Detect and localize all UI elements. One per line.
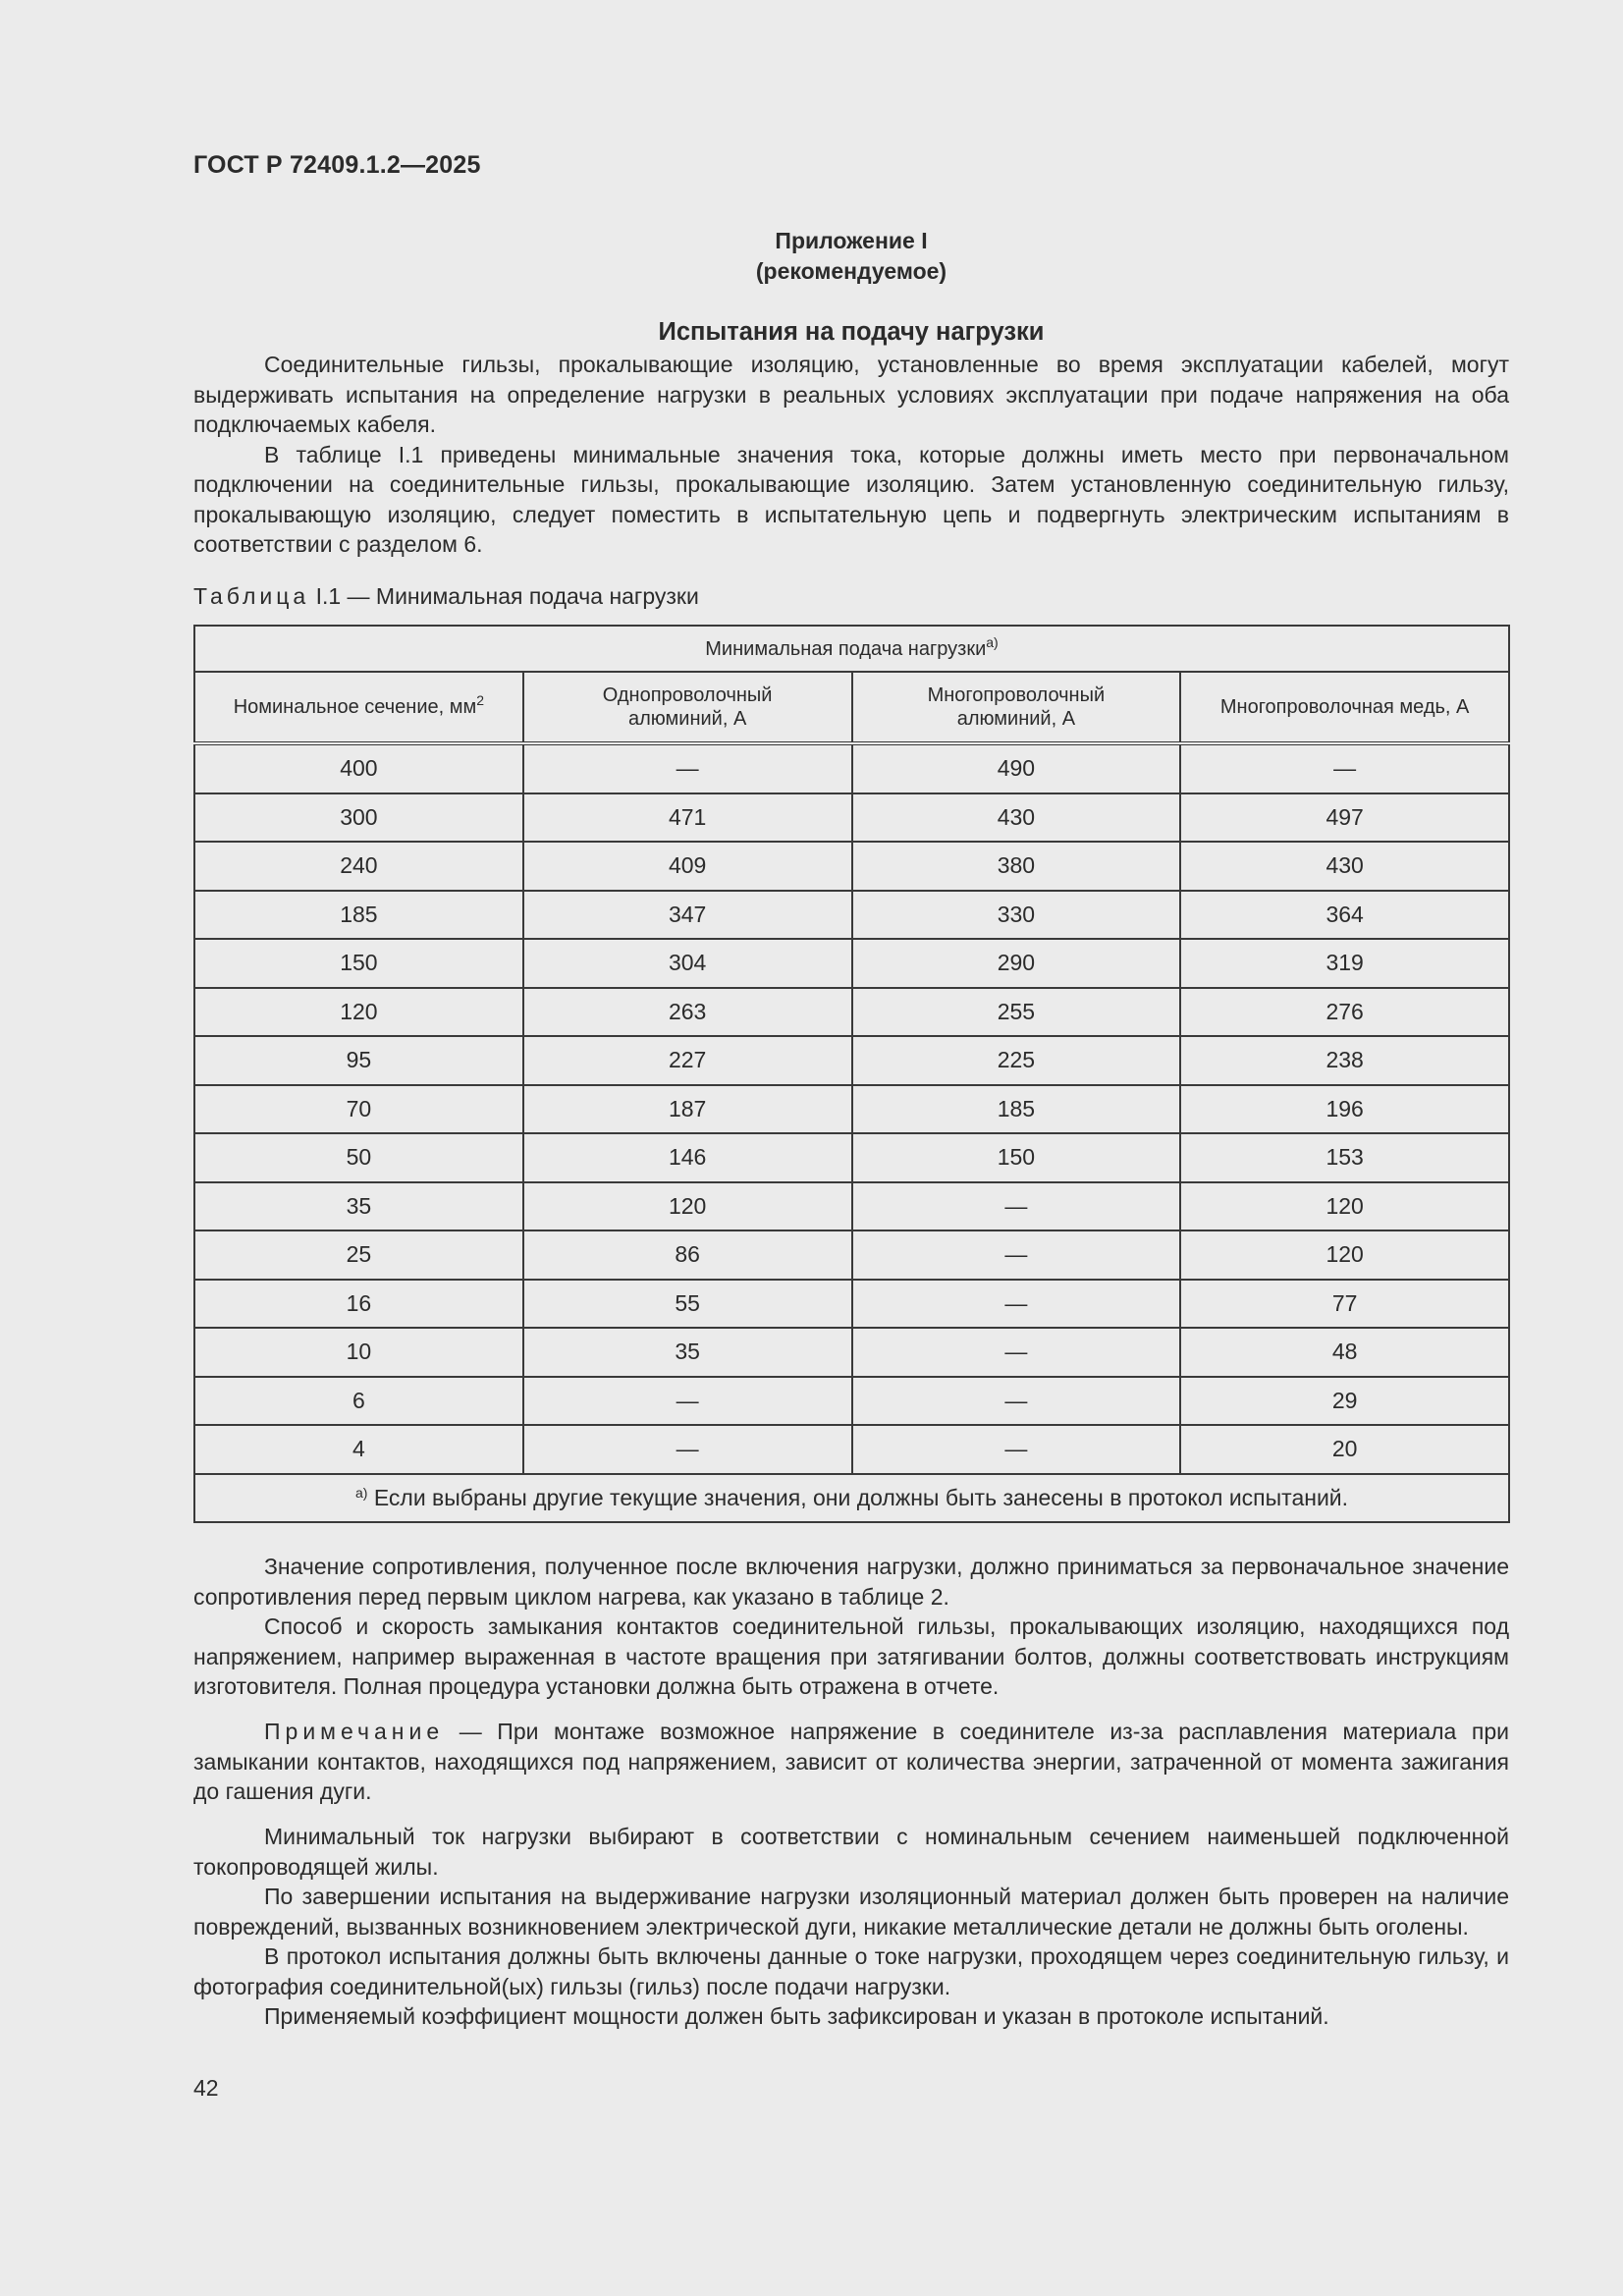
table-cell: 95 bbox=[194, 1036, 523, 1085]
paragraph: Соединительные гильзы, прокалывающие изоляцию, установленные во время эксплуатации кабелей, могут выдерживать испытания на определение нагрузки в реальных условиях эксплуатации при подаче напряжения на оба подключаемых кабеля. bbox=[193, 352, 1509, 437]
page-number: 42 bbox=[193, 2075, 219, 2101]
note-label: Примечание bbox=[264, 1719, 445, 1744]
table-row bbox=[194, 842, 1509, 891]
table-cell: 238 bbox=[1180, 1036, 1509, 1085]
table-cell: 86 bbox=[523, 1230, 852, 1280]
table-row bbox=[194, 891, 1509, 940]
note-paragraph bbox=[193, 1717, 1509, 1807]
table-cell: 400 bbox=[194, 743, 523, 793]
table-row bbox=[194, 793, 1509, 843]
table-cell: 187 bbox=[523, 1085, 852, 1134]
annex-heading bbox=[193, 226, 1509, 287]
table-cell: — bbox=[523, 1377, 852, 1426]
table-cell: — bbox=[852, 1425, 1181, 1474]
table-caption-text: I.1 — Минимальная подача нагрузки bbox=[315, 583, 699, 609]
table-row bbox=[194, 1182, 1509, 1231]
table-cell: 430 bbox=[1180, 842, 1509, 891]
column-header-stranded-copper: Многопроволочная медь, А bbox=[1180, 672, 1509, 743]
table-cell: — bbox=[523, 1425, 852, 1474]
load-table bbox=[193, 625, 1510, 1523]
table-row bbox=[194, 1036, 1509, 1085]
table-cell: 120 bbox=[1180, 1182, 1509, 1231]
table-cell: 6 bbox=[194, 1377, 523, 1426]
table-cell: 196 bbox=[1180, 1085, 1509, 1134]
table-cell: 409 bbox=[523, 842, 852, 891]
table-cell: 304 bbox=[523, 939, 852, 988]
table-cell: 255 bbox=[852, 988, 1181, 1037]
table-footnote: $^{а)}$ Если выбраны другие текущие значения, они должны быть занесены в протокол испытаний. bbox=[194, 1474, 1509, 1522]
table-row bbox=[194, 1328, 1509, 1377]
table-cell: 150 bbox=[194, 939, 523, 988]
table-cell: — bbox=[852, 1280, 1181, 1329]
table-caption-prefix: Таблица bbox=[193, 583, 310, 609]
table-cell: 347 bbox=[523, 891, 852, 940]
table-cell: 4 bbox=[194, 1425, 523, 1474]
table-caption bbox=[193, 583, 699, 610]
table-cell: 120 bbox=[523, 1182, 852, 1231]
table-cell: 16 bbox=[194, 1280, 523, 1329]
table-cell: 227 bbox=[523, 1036, 852, 1085]
table-cell: 146 bbox=[523, 1133, 852, 1182]
document-code: ГОСТ Р 72409.1.2—2025 bbox=[193, 151, 481, 179]
table-cell: 20 bbox=[1180, 1425, 1509, 1474]
paragraph: В протокол испытания должны быть включены данные о токе нагрузки, проходящем через соединительную гильзу, и фотография соединительной(ых) гильзы (гильз) после подачи нагрузки. bbox=[193, 1943, 1509, 1999]
annex-title: Приложение I bbox=[775, 228, 928, 253]
table-cell: 497 bbox=[1180, 793, 1509, 843]
table-cell: 120 bbox=[194, 988, 523, 1037]
table-cell: 77 bbox=[1180, 1280, 1509, 1329]
table-cell: 185 bbox=[852, 1085, 1181, 1134]
table-cell: 380 bbox=[852, 842, 1181, 891]
table-cell: 70 bbox=[194, 1085, 523, 1134]
table-cell: 29 bbox=[1180, 1377, 1509, 1426]
table-row bbox=[194, 1085, 1509, 1134]
table-cell: 319 bbox=[1180, 939, 1509, 988]
note bbox=[193, 1717, 1509, 1807]
table-cell: 240 bbox=[194, 842, 523, 891]
table-row bbox=[194, 1280, 1509, 1329]
table-row bbox=[194, 1425, 1509, 1474]
table-cell: — bbox=[852, 1230, 1181, 1280]
intro-text bbox=[193, 350, 1509, 560]
table-cell: 25 bbox=[194, 1230, 523, 1280]
table-cell: — bbox=[523, 743, 852, 793]
table-cell: 290 bbox=[852, 939, 1181, 988]
paragraph: В таблице I.1 приведены минимальные значения тока, которые должны иметь место при первоначальном подключении на соединительные гильзы, прокалывающие изоляцию. Затем установленную соединительную гильзу, прокалывающую изоляцию, следует поместить в испытательную цепь и подвергнуть электрическим испытаниям в соответствии с разделом 6. bbox=[193, 441, 1509, 557]
table-cell: 120 bbox=[1180, 1230, 1509, 1280]
table-cell: 225 bbox=[852, 1036, 1181, 1085]
column-header-section: Номинальное сечение, $мм^2$ bbox=[194, 672, 523, 743]
table-cell: 50 bbox=[194, 1133, 523, 1182]
table-row bbox=[194, 1230, 1509, 1280]
table-cell: — bbox=[1180, 743, 1509, 793]
section-title: Испытания на подачу нагрузки bbox=[658, 318, 1045, 346]
paragraph: Способ и скорость замыкания контактов соединительной гильзы, прокалывающих изоляцию, находящихся под напряжением, например выраженная в частоте вращения при затягивании болтов, должны соответствовать инструкциям изготовителя. Полная процедура установки должна быть отражена в отчете. bbox=[193, 1613, 1509, 1699]
table-cell: 185 bbox=[194, 891, 523, 940]
table-row bbox=[194, 988, 1509, 1037]
paragraph: По завершении испытания на выдерживание нагрузки изоляционный материал должен быть проверен на наличие повреждений, вызванных возникновением электрической дуги, никакие металлические детали не должны быть оголены. bbox=[193, 1884, 1509, 1940]
table-cell: 300 bbox=[194, 793, 523, 843]
column-header-solid-aluminium: Однопроволочный алюминий, А bbox=[523, 672, 852, 743]
annex-subtitle: (рекомендуемое) bbox=[755, 258, 947, 284]
table-row bbox=[194, 743, 1509, 793]
table-cell: — bbox=[852, 1328, 1181, 1377]
table-cell: 153 bbox=[1180, 1133, 1509, 1182]
paragraph: Применяемый коэффициент мощности должен быть зафиксирован и указан в протоколе испытаний. bbox=[264, 2003, 1329, 2029]
table-cell: 471 bbox=[523, 793, 852, 843]
table-cell: 364 bbox=[1180, 891, 1509, 940]
closing-text bbox=[193, 1822, 1509, 2032]
table-cell: 430 bbox=[852, 793, 1181, 843]
table-cell: 48 bbox=[1180, 1328, 1509, 1377]
table-cell: 35 bbox=[523, 1328, 852, 1377]
table-group-header: Минимальная подача нагрузки$^{а)}$ bbox=[194, 626, 1509, 672]
table-cell: 276 bbox=[1180, 988, 1509, 1037]
table-cell: 55 bbox=[523, 1280, 852, 1329]
table-cell: 10 bbox=[194, 1328, 523, 1377]
table-cell: 330 bbox=[852, 891, 1181, 940]
paragraph: Значение сопротивления, полученное после включения нагрузки, должно приниматься за первоначальное значение сопротивления перед первым циклом нагрева, как указано в таблице 2. bbox=[193, 1554, 1509, 1610]
table-row bbox=[194, 1133, 1509, 1182]
table-cell: 150 bbox=[852, 1133, 1181, 1182]
column-header-stranded-aluminium: Многопроволочный алюминий, А bbox=[852, 672, 1181, 743]
body-text bbox=[193, 1552, 1509, 1702]
table-cell: — bbox=[852, 1182, 1181, 1231]
paragraph: Минимальный ток нагрузки выбирают в соответствии с номинальным сечением наименьшей подключенной токопроводящей жилы. bbox=[193, 1824, 1509, 1880]
table-cell: 490 bbox=[852, 743, 1181, 793]
table-row bbox=[194, 939, 1509, 988]
table-cell: 35 bbox=[194, 1182, 523, 1231]
table-body bbox=[194, 743, 1509, 1474]
table-row bbox=[194, 1377, 1509, 1426]
table-cell: 263 bbox=[523, 988, 852, 1037]
table-cell: — bbox=[852, 1377, 1181, 1426]
note-text: — При монтаже возможное напряжение в соединителе из-за расплавления материала при замыкании контактов, находящихся под напряжением, зависит от количества энергии, затраченной от момента зажигания до гашения дуги. bbox=[193, 1719, 1509, 1804]
